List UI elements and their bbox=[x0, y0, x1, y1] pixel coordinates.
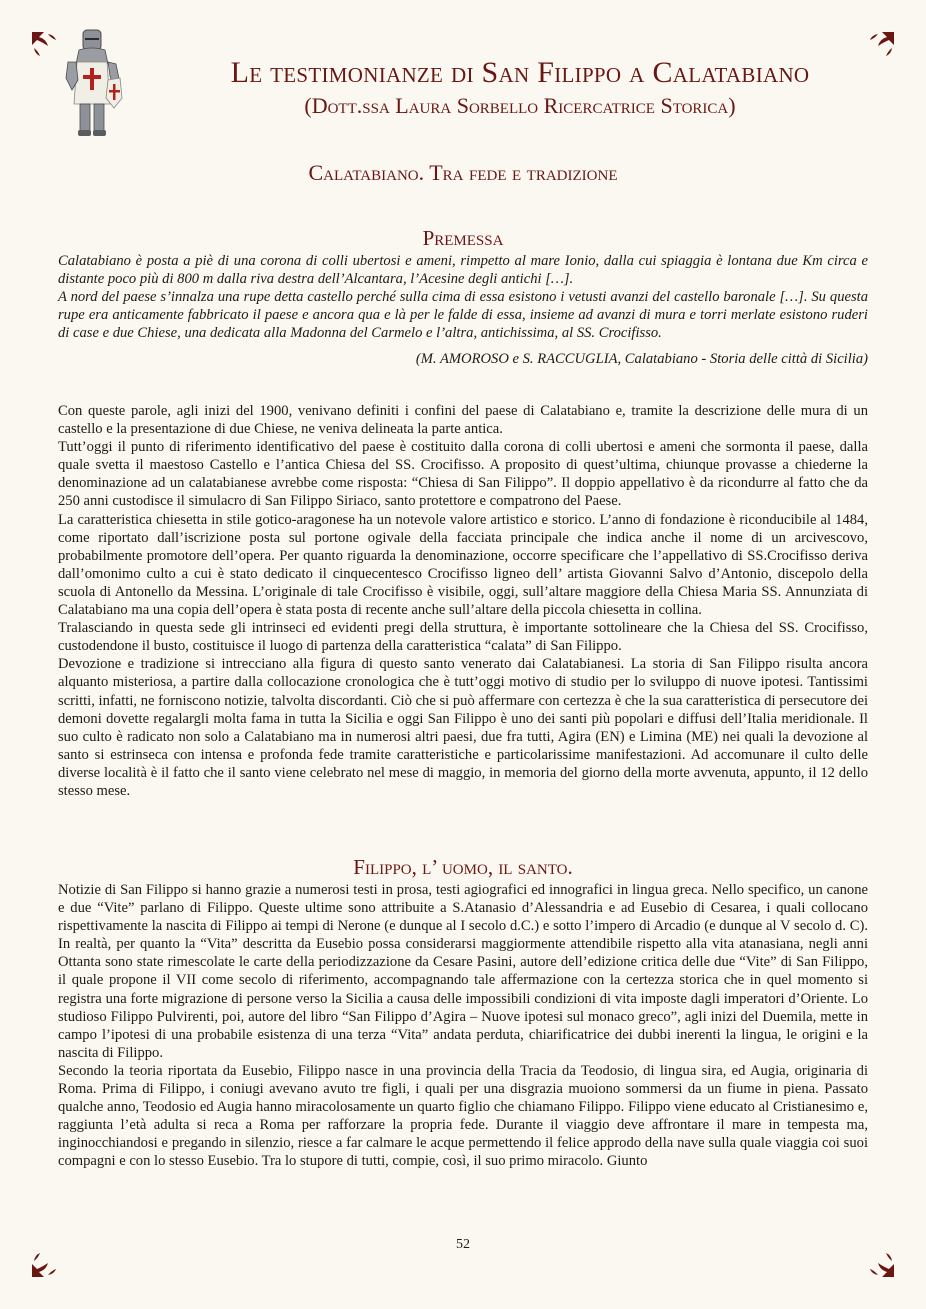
quote-paragraph: A nord del paese s’innalza una rupe detta castello perché sulla cima di essa esistono i vetusti avanzi del castello baronale […]. Su questa rupe era anticamente fabbricato il paese e ancora qua e là per le falde di essa, insieme ad avanzi di mura e torri merlate esistono ruderi di case e due Chiese, una dedicata alla Madonna del Carmelo e l’altra, antichissima, al SS. Crocifisso. bbox=[58, 289, 868, 342]
quote-citation: (M. AMOROSO e S. RACCUGLIA, Calatabiano - Storia delle città di Sicilia) bbox=[415, 351, 868, 368]
premessa-heading: Premessa bbox=[422, 226, 504, 250]
body-paragraph: Notizie di San Filippo si hanno grazie a numerosi testi in prosa, testi agiografici ed innografici in lingua greca. Nello specifico, un canone e due “Vite” parlano di Filippo. Queste ultime sono attribuite a S.Atanasio d’Alessandria e ad Eusebio di Cesarea, i quali collocano rispettivamente la nascita di Filippo ai tempi di Nerone (e dunque al I secolo d.C.) e sotto l’impero di Arcadio (e dunque al V secolo d. C). In realtà, per quanto la “Vita” descritta da Eusebio possa considerarsi maggiormente attendibile rispetto alla vita atanasiana, negli anni Ottanta sono state rimescolate le carte della periodizzazione da Cesare Pasini, autore dell’edizione critica delle due “Vite” di San Filippo, il quale propone il VII come secolo di riferimento, accompagnando tale affermazione con la certezza storica che in quel momento si registra una forte migrazione di persone verso la Sicilia a causa delle impossibili condizioni di vita imposte dagli imperatori d’Oriente. Lo studioso Filippo Pulvirenti, poi, autore del libro “San Filippo d’Agira – Nuove ipotesi sul monaco greco”, agli inizi del Duemila, mette in campo l’ipotesi di una probabile esistenza di una terza “Vita” andata perduta, chiarificatrice dei dubbi inerenti la lingua, le origini e la nascita di Filippo. bbox=[58, 882, 868, 1061]
page-title: Le testimonianze di San Filippo a Calatabiano bbox=[230, 56, 810, 89]
filippo-body bbox=[58, 881, 868, 1171]
quote-paragraph: Calatabiano è posta a piè di una corona di colli ubertosi e ameni, rimpetto al mare Ionio, dalla cui spiaggia è lontana due Km circa e distante poco più di 800 m dalla riva destra dell’Alcantara, l’Acesine degli antichi […]. bbox=[58, 253, 868, 288]
body-paragraph: Con queste parole, agli inizi del 1900, venivano definiti i confini del paese di Calatabiano e, tramite la descrizione delle mura di un castello e la presentazione di due Chiese, ne veniva delineata la parte antica. bbox=[58, 403, 868, 438]
body-paragraph: La caratteristica chiesetta in stile gotico-aragonese ha un notevole valore artistico e storico. L’anno di fondazione è riconducibile al 1484, come riportato dall’iscrizione posta sul portone ogivale della facciata principale che indica anche il nome di un arcivescovo, probabilmente promotore dell’opera. Per quanto riguarda la denominazione, occorre specificare che l’appellativo di SS.Crocifisso deriva dall’omonimo culto a cui è stato dedicato il cinquecentesco Crocifisso ligneo dell’ artista Giovanni Salvo d’Antonio, discepolo della scuola di Antonello da Messina. L’originale di tale Crocifisso è visibile, oggi, sull’altare maggiore della Chiesa Maria SS. Annunziata di Calatabiano ma una copia dell’opera è stata posta di recente anche sull’altare della piccola chiesetta in collina. bbox=[58, 511, 868, 619]
knight-illustration-icon bbox=[62, 28, 124, 140]
corner-ornament-icon bbox=[30, 30, 60, 58]
page-number: 52 bbox=[456, 1237, 470, 1252]
section-title: Calatabiano. Tra fede e tradizione bbox=[308, 160, 618, 185]
intro-quote bbox=[58, 252, 868, 369]
body-paragraph: Devozione e tradizione si intrecciano alla figura di questo santo venerato dai Calatabianesi. La storia di San Filippo risulta ancora alquanto misteriosa, a partire dalla collocazione cronologica che è tutt’oggi motivo di studio per lo sviluppo di nuove ipotesi. Tantissimi scritti, infatti, ne forniscono notizie, talvolta discordanti. Ciò che si può affermare con certezza è che la sua caratteristica di persecutore dei demoni dovette regalargli molta fama in tutta la Sicilia e oggi San Filippo è uno dei santi più popolari e diffusi dell’Italia meridionale. Il suo culto è radicato non solo a Calatabiano ma in numerosi altri paesi, due fra tutti, Agira (EN) e Limina (ME) nei quali la devozione al santo si estrinseca con intensa e profonda fede tramite caratteristiche e particolarissime manifestazioni. Ad accomunare il culto delle diverse località è il fatto che il santo viene celebrato nel mese di maggio, in memoria del giorno della morte avvenuta, appunto, il 12 dello stesso mese. bbox=[58, 656, 868, 799]
page-subtitle: (Dott.ssa Laura Sorbello Ricercatrice Storica) bbox=[304, 93, 736, 118]
body-paragraph: Tutt’oggi il punto di riferimento identificativo del paese è costituito dalla corona di colli ubertosi e ameni che sormonta il paese, dalla quale svetta il maestoso Castello e l’antica Chiesa del SS. Crocifisso. A proposito di quest’ultima, chiunque provasse a chiederne la denominazione ad un calatabianese avrebbe come risposta: “Chiesa di San Filippo”. Il doppio appellativo è da ricondurre al fatto che da 250 anni custodisce il simulacro di San Filippo Siriaco, santo protettore e compatrono del Paese. bbox=[58, 439, 868, 510]
premessa-body bbox=[58, 402, 868, 800]
corner-ornament-icon bbox=[866, 1251, 896, 1279]
corner-ornament-icon bbox=[866, 30, 896, 58]
body-paragraph: Secondo la teoria riportata da Eusebio, Filippo nasce in una provincia della Tracia da Teodosio, di lingua sira, ed Augia, originaria di Roma. Prima di Filippo, i coniugi avevano avuto tre figli, i quali per una disgrazia muoiono sommersi da un fiume in piena. Passato qualche anno, Teodosio ed Augia hanno miracolosamente un quarto figlio che chiamano Filippo. Filippo viene educato al Cristianesimo e, raggiunta l’età adulta si reca a Roma per rafforzare la propria fede. Durante il viaggio deve affrontare il mare in tempesta ma, inginocchiandosi e pregando in silenzio, riesce a far calmare le acque permettendo il felice approdo della nave sulla quale viaggia coi suoi compagni e con lo stesso Eusebio. Tra lo stupore di tutti, compie, così, il suo primo miracolo. Giunto bbox=[58, 1062, 868, 1170]
corner-ornament-icon bbox=[30, 1251, 60, 1279]
filippo-heading: Filippo, l’ uomo, il santo. bbox=[353, 855, 573, 879]
body-paragraph: Tralasciando in questa sede gli intrinseci ed evidenti pregi della struttura, è importante sottolineare che la Chiesa del SS. Crocifisso, custodendone il busto, costituisce il luogo di partenza della caratteristica “calata” di San Filippo. bbox=[58, 620, 868, 655]
